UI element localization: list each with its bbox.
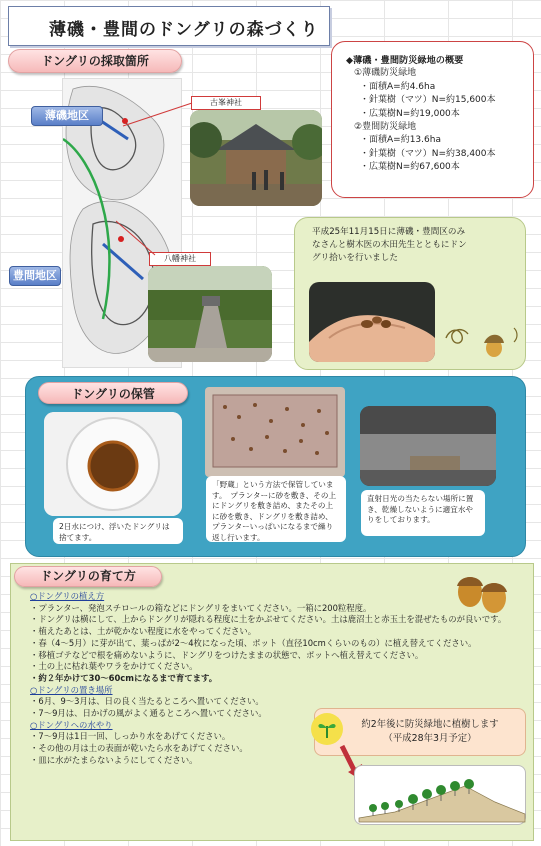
outline-item: ・面積A=約13.6ha [360,135,441,146]
outline-item: ①薄磯防災緑地 [354,68,417,79]
grow-line: ・皿に水がたまらないようにしてください。 [30,754,198,765]
shrine2-leader [113,218,158,258]
outline-item: ・広葉樹N=約19,000本 [360,108,460,119]
shrine-label-2: 八幡神社 [149,252,211,266]
outline-item: ・広葉樹N=約67,600本 [360,162,460,173]
grow-sub-watering: ○ドングリへの水やり [30,719,113,730]
area-label-usuiso: 薄磯地区 [31,106,103,126]
collect-heading: ドングリの採取箇所 [8,49,182,73]
shrine1-leader [120,100,195,130]
grow-line: ・植えたあとは、土が乾かない程度に水をやってください。 [30,626,257,637]
grow-line: ・移植ゴテなどで根を痛めないように、ドングリをつけたままの状態で、ポットへ植え替えてください。 [30,649,424,660]
plan-line-2: （平成28年3月予定） [383,733,477,744]
storage-heading: ドングリの保管 [38,382,188,404]
grow-line: ・7～9月は1日一回、しっかり水をあげてください。 [30,731,231,742]
grow-line: ・7～9月は、日かげの風がよく通るところへ置いてください。 [30,708,267,719]
grow-emphasis: ・約２年かけて30～60cmになるまで育てます。 [30,672,218,683]
title-box [8,6,330,46]
outline-item: ②豊間防災緑地 [354,122,417,133]
outline-heading: ◆薄磯・豊間防災緑地の概要 [346,55,464,66]
shrine2-photo [148,266,272,362]
storage-room-photo [360,406,496,486]
grow-line: ・プランター、発泡スチロールの箱などにドングリをまいてください。一箱に200粒程度。 [30,602,372,613]
storage-caption-2: 「野蔵」という方法で保管しています。 プランターに砂を敷き、その上にドングリを敷き詰め、またその上に砂を敷き、ドングリを敷き詰め、プランターいっぱいになるまで繰り返し行います。 [206,476,346,542]
grow-sub-planting: ○ドングリの植え方 [30,591,105,601]
grow-line: ・6月、9～3月は、日の良く当たるところへ置いてください。 [30,696,264,707]
grow-heading: ドングリの育て方 [14,566,162,587]
shrine-label-1: 古峯神社 [191,96,261,110]
hand-acorns-photo [309,282,435,362]
acorn-sketch-icon [440,318,524,362]
outline-item: ・針葉樹（マツ）N=約15,600本 [360,95,496,106]
plan-line-1: 約2年後に防災緑地に植樹します [361,719,499,730]
area-label-toyoma: 豊間地区 [9,266,61,286]
green-area-outline [331,41,534,198]
shrine1-photo [190,110,322,206]
outline-item: ・面積A=約4.6ha [360,81,436,92]
grow-line: ・ドングリは横にして、上からドングリが隠れる程度に土をかぶせてください。土は鹿沼土と赤玉土を混ぜたものが良いです。 [30,614,507,625]
sprout-icon [310,712,344,746]
outline-item: ・針葉樹（マツ）N=約38,400本 [360,148,496,159]
grow-line: ・その他の月は土の表面が乾いたら水をあげてください。 [30,743,248,754]
soaking-photo [44,412,182,516]
grow-line: ・春（4～5月）に芽が出て、葉っぱが2～4枚になった頃、ポット（直径10cmくらいのもの）に植え替えてください。 [30,637,477,648]
pickup-note: 平成25年11月15日に薄磯・豊間区のみなさんと樹木医の木田先生とともにドングリ拾いを行いました [312,227,467,263]
planter-photo [205,387,345,477]
planting-diagram [354,765,526,825]
storage-caption-1: 2日水につけ、浮いたドングリは捨てます。 [53,518,183,544]
grow-sub-placement: ○ドングリの置き場所 [30,684,113,695]
storage-caption-3: 直射日光の当たらない場所に置き、乾燥しないように適宜水やりをしております。 [361,490,485,536]
page-title: 薄磯・豊間のドングリの森づくり [49,20,319,40]
grow-line: ・土の上に枯れ葉やワラをかけてください。 [30,661,198,672]
